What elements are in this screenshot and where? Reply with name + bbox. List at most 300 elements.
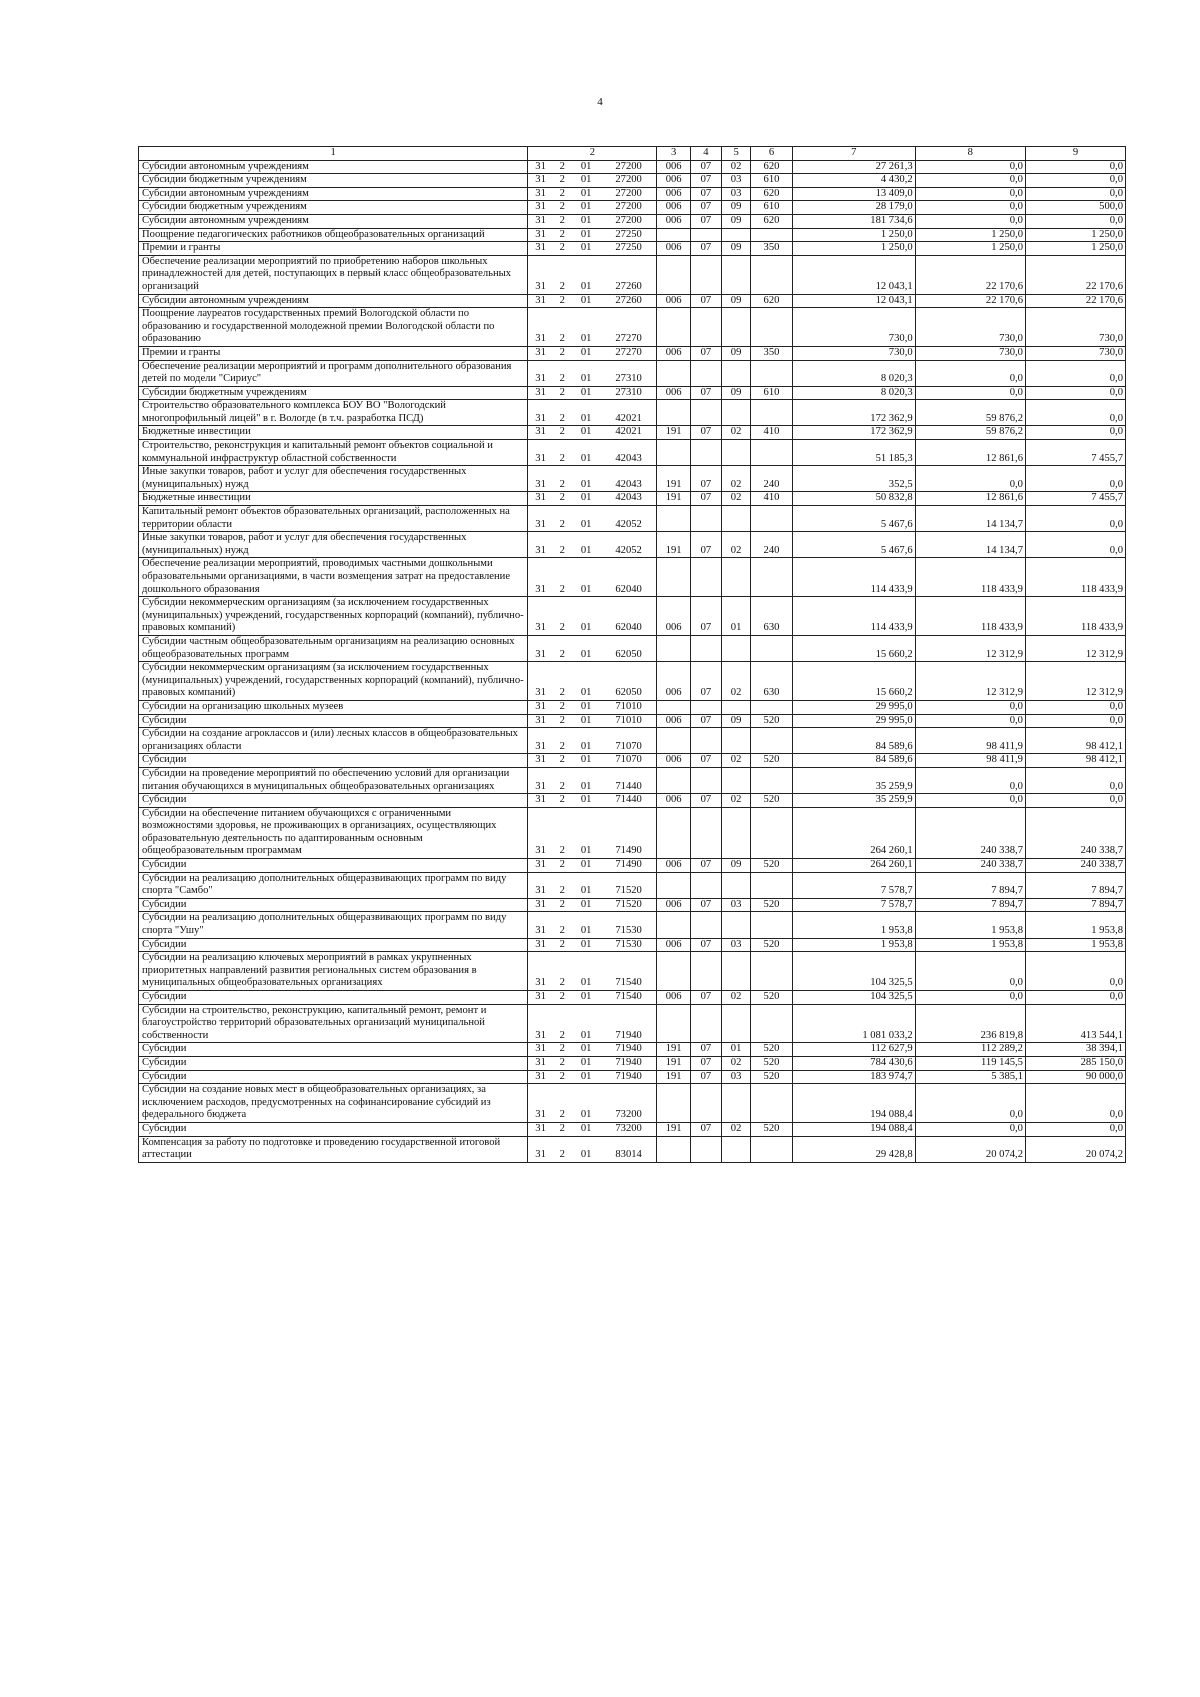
group-code-cell: 01 — [572, 635, 601, 661]
name-cell: Субсидии автономным учреждениям — [139, 160, 528, 174]
expense-type-cell: 410 — [751, 492, 793, 506]
name-cell: Премии и гранты — [139, 242, 528, 256]
name-cell: Субсидии бюджетным учреждениям — [139, 201, 528, 215]
direction-code-cell: 71070 — [601, 754, 657, 768]
expense-type-cell: 610 — [751, 201, 793, 215]
grbs-code-cell — [657, 1084, 690, 1123]
expense-type-cell: 520 — [751, 859, 793, 873]
header-cell: 9 — [1025, 147, 1125, 161]
grbs-code-cell: 006 — [657, 214, 690, 228]
program-code-cell: 31 — [528, 360, 553, 386]
amount-col9-cell: 1 953,8 — [1025, 938, 1125, 952]
amount-col8-cell: 59 876,2 — [915, 426, 1025, 440]
group-code-cell: 01 — [572, 728, 601, 754]
grbs-code-cell: 006 — [657, 597, 690, 636]
expense-type-cell: 520 — [751, 991, 793, 1005]
subsection-code-cell: 03 — [722, 898, 751, 912]
program-code-cell: 31 — [528, 597, 553, 636]
amount-col8-cell: 22 170,6 — [915, 255, 1025, 294]
table-row — [139, 160, 1126, 174]
program-code-cell: 31 — [528, 1084, 553, 1123]
subsection-code-cell: 09 — [722, 201, 751, 215]
section-code-cell — [690, 807, 721, 858]
subprogram-code-cell: 2 — [553, 872, 572, 898]
name-cell: Субсидии бюджетным учреждениям — [139, 386, 528, 400]
name-cell: Субсидии автономным учреждениям — [139, 214, 528, 228]
direction-code-cell: 42043 — [601, 466, 657, 492]
grbs-code-cell: 006 — [657, 201, 690, 215]
subprogram-code-cell: 2 — [553, 1122, 572, 1136]
subsection-code-cell — [722, 872, 751, 898]
amount-col8-cell: 119 145,5 — [915, 1056, 1025, 1070]
amount-col8-cell: 0,0 — [915, 1122, 1025, 1136]
program-code-cell: 31 — [528, 255, 553, 294]
direction-code-cell: 71070 — [601, 728, 657, 754]
grbs-code-cell: 006 — [657, 160, 690, 174]
amount-col7-cell: 1 953,8 — [792, 938, 915, 952]
subprogram-code-cell: 2 — [553, 794, 572, 808]
subsection-code-cell — [722, 767, 751, 793]
subprogram-code-cell: 2 — [553, 807, 572, 858]
subsection-code-cell — [722, 1136, 751, 1162]
subprogram-code-cell: 2 — [553, 558, 572, 597]
section-code-cell: 07 — [690, 859, 721, 873]
group-code-cell: 01 — [572, 426, 601, 440]
direction-code-cell: 42043 — [601, 440, 657, 466]
amount-col8-cell: 7 894,7 — [915, 872, 1025, 898]
direction-code-cell: 27200 — [601, 187, 657, 201]
expense-type-cell: 240 — [751, 532, 793, 558]
subsection-code-cell — [722, 700, 751, 714]
grbs-code-cell — [657, 952, 690, 991]
grbs-code-cell — [657, 308, 690, 347]
table-row — [139, 558, 1126, 597]
amount-col7-cell: 730,0 — [792, 346, 915, 360]
program-code-cell: 31 — [528, 952, 553, 991]
program-code-cell: 31 — [528, 1070, 553, 1084]
name-cell: Обеспечение реализации мероприятий по приобретению наборов школьных принадлежностей для детей, поступающих в первый класс общеобразовательных организаций — [139, 255, 528, 294]
amount-col7-cell: 1 250,0 — [792, 242, 915, 256]
amount-col7-cell: 35 259,9 — [792, 794, 915, 808]
program-code-cell: 31 — [528, 1043, 553, 1057]
amount-col9-cell: 240 338,7 — [1025, 859, 1125, 873]
subprogram-code-cell: 2 — [553, 898, 572, 912]
name-cell: Бюджетные инвестиции — [139, 492, 528, 506]
amount-col9-cell: 0,0 — [1025, 991, 1125, 1005]
expense-type-cell: 520 — [751, 794, 793, 808]
amount-col9-cell: 0,0 — [1025, 386, 1125, 400]
amount-col9-cell: 7 455,7 — [1025, 440, 1125, 466]
subprogram-code-cell: 2 — [553, 991, 572, 1005]
subsection-code-cell — [722, 558, 751, 597]
direction-code-cell: 71440 — [601, 794, 657, 808]
group-code-cell: 01 — [572, 201, 601, 215]
amount-col7-cell: 28 179,0 — [792, 201, 915, 215]
amount-col8-cell: 118 433,9 — [915, 558, 1025, 597]
amount-col9-cell: 285 150,0 — [1025, 1056, 1125, 1070]
name-cell: Иные закупки товаров, работ и услуг для обеспечения государственных (муниципальных) нужд — [139, 466, 528, 492]
subsection-code-cell — [722, 952, 751, 991]
subsection-code-cell: 03 — [722, 938, 751, 952]
section-code-cell — [690, 952, 721, 991]
group-code-cell: 01 — [572, 898, 601, 912]
subsection-code-cell: 02 — [722, 160, 751, 174]
section-code-cell: 07 — [690, 346, 721, 360]
subprogram-code-cell: 2 — [553, 859, 572, 873]
header-cell: 3 — [657, 147, 690, 161]
expense-type-cell: 520 — [751, 714, 793, 728]
amount-col9-cell: 0,0 — [1025, 1084, 1125, 1123]
grbs-code-cell: 006 — [657, 174, 690, 188]
grbs-code-cell — [657, 1004, 690, 1043]
amount-col7-cell: 181 734,6 — [792, 214, 915, 228]
grbs-code-cell: 006 — [657, 898, 690, 912]
direction-code-cell: 42052 — [601, 532, 657, 558]
amount-col9-cell: 22 170,6 — [1025, 294, 1125, 308]
table-row — [139, 952, 1126, 991]
subprogram-code-cell: 2 — [553, 466, 572, 492]
amount-col7-cell: 13 409,0 — [792, 187, 915, 201]
section-code-cell: 07 — [690, 466, 721, 492]
amount-col8-cell: 12 312,9 — [915, 662, 1025, 701]
group-code-cell: 01 — [572, 872, 601, 898]
section-code-cell — [690, 228, 721, 242]
program-code-cell: 31 — [528, 174, 553, 188]
grbs-code-cell: 006 — [657, 859, 690, 873]
program-code-cell: 31 — [528, 532, 553, 558]
subprogram-code-cell: 2 — [553, 1056, 572, 1070]
group-code-cell: 01 — [572, 228, 601, 242]
section-code-cell: 07 — [690, 1122, 721, 1136]
grbs-code-cell — [657, 912, 690, 938]
subsection-code-cell: 09 — [722, 294, 751, 308]
amount-col9-cell: 0,0 — [1025, 426, 1125, 440]
program-code-cell: 31 — [528, 938, 553, 952]
table-row — [139, 991, 1126, 1005]
subsection-code-cell — [722, 912, 751, 938]
program-code-cell: 31 — [528, 794, 553, 808]
direction-code-cell: 71940 — [601, 1043, 657, 1057]
section-code-cell — [690, 255, 721, 294]
expense-type-cell — [751, 308, 793, 347]
grbs-code-cell — [657, 400, 690, 426]
group-code-cell: 01 — [572, 754, 601, 768]
amount-col7-cell: 8 020,3 — [792, 386, 915, 400]
program-code-cell: 31 — [528, 558, 553, 597]
name-cell: Субсидии — [139, 938, 528, 952]
amount-col8-cell: 0,0 — [915, 187, 1025, 201]
amount-col7-cell: 4 430,2 — [792, 174, 915, 188]
page-number: 4 — [597, 96, 603, 108]
subsection-code-cell — [722, 1084, 751, 1123]
amount-col9-cell: 90 000,0 — [1025, 1070, 1125, 1084]
expense-type-cell — [751, 255, 793, 294]
name-cell: Субсидии на реализацию дополнительных общеразвивающих программ по виду спорта "Самбо" — [139, 872, 528, 898]
header-cell: 7 — [792, 147, 915, 161]
group-code-cell: 01 — [572, 308, 601, 347]
table-row — [139, 346, 1126, 360]
table-row — [139, 228, 1126, 242]
amount-col8-cell: 118 433,9 — [915, 597, 1025, 636]
amount-col8-cell: 0,0 — [915, 466, 1025, 492]
table-row — [139, 898, 1126, 912]
grbs-code-cell — [657, 255, 690, 294]
amount-col7-cell: 27 261,3 — [792, 160, 915, 174]
section-code-cell: 07 — [690, 242, 721, 256]
amount-col7-cell: 51 185,3 — [792, 440, 915, 466]
name-cell: Субсидии на реализацию ключевых мероприятий в рамках укрупненных приоритетных направлений развития региональных систем образования в муниципальных общеобразовательных организациях — [139, 952, 528, 991]
group-code-cell: 01 — [572, 597, 601, 636]
subsection-code-cell — [722, 360, 751, 386]
subprogram-code-cell: 2 — [553, 386, 572, 400]
amount-col9-cell: 1 250,0 — [1025, 228, 1125, 242]
amount-col9-cell: 0,0 — [1025, 506, 1125, 532]
subprogram-code-cell: 2 — [553, 400, 572, 426]
direction-code-cell: 27200 — [601, 174, 657, 188]
grbs-code-cell: 006 — [657, 794, 690, 808]
name-cell: Субсидии — [139, 1122, 528, 1136]
group-code-cell: 01 — [572, 859, 601, 873]
amount-col7-cell: 114 433,9 — [792, 558, 915, 597]
grbs-code-cell: 006 — [657, 754, 690, 768]
expense-type-cell: 610 — [751, 386, 793, 400]
amount-col8-cell: 0,0 — [915, 201, 1025, 215]
amount-col7-cell: 1 081 033,2 — [792, 1004, 915, 1043]
amount-col7-cell: 12 043,1 — [792, 255, 915, 294]
group-code-cell: 01 — [572, 174, 601, 188]
subsection-code-cell: 02 — [722, 754, 751, 768]
subsection-code-cell: 02 — [722, 662, 751, 701]
amount-col8-cell: 112 289,2 — [915, 1043, 1025, 1057]
amount-col9-cell: 0,0 — [1025, 187, 1125, 201]
group-code-cell: 01 — [572, 242, 601, 256]
amount-col7-cell: 112 627,9 — [792, 1043, 915, 1057]
amount-col8-cell: 20 074,2 — [915, 1136, 1025, 1162]
direction-code-cell: 71940 — [601, 1056, 657, 1070]
name-cell: Субсидии — [139, 1056, 528, 1070]
expense-type-cell: 350 — [751, 242, 793, 256]
table-row — [139, 308, 1126, 347]
section-code-cell: 07 — [690, 187, 721, 201]
amount-col7-cell: 15 660,2 — [792, 662, 915, 701]
program-code-cell: 31 — [528, 201, 553, 215]
section-code-cell — [690, 1004, 721, 1043]
table-row — [139, 912, 1126, 938]
group-code-cell: 01 — [572, 466, 601, 492]
grbs-code-cell: 006 — [657, 714, 690, 728]
grbs-code-cell — [657, 767, 690, 793]
section-code-cell — [690, 728, 721, 754]
expense-type-cell — [751, 558, 793, 597]
table-row — [139, 872, 1126, 898]
program-code-cell: 31 — [528, 754, 553, 768]
amount-col9-cell: 20 074,2 — [1025, 1136, 1125, 1162]
name-cell: Субсидии на проведение мероприятий по обеспечению условий для организации питания обучающихся в муниципальных общеобразовательных организациях — [139, 767, 528, 793]
expense-type-cell — [751, 1004, 793, 1043]
table-row — [139, 1070, 1126, 1084]
amount-col9-cell: 12 312,9 — [1025, 662, 1125, 701]
table-row — [139, 1043, 1126, 1057]
budget-table — [138, 146, 1126, 1163]
amount-col8-cell: 0,0 — [915, 174, 1025, 188]
grbs-code-cell: 191 — [657, 532, 690, 558]
name-cell: Бюджетные инвестиции — [139, 426, 528, 440]
grbs-code-cell — [657, 506, 690, 532]
name-cell: Субсидии на строительство, реконструкцию, капитальный ремонт, ремонт и благоустройство территорий образовательных организаций муниципальной собственности — [139, 1004, 528, 1043]
amount-col9-cell: 7 455,7 — [1025, 492, 1125, 506]
group-code-cell: 01 — [572, 1136, 601, 1162]
amount-col8-cell: 730,0 — [915, 308, 1025, 347]
amount-col9-cell: 0,0 — [1025, 794, 1125, 808]
subsection-code-cell — [722, 440, 751, 466]
header-cell: 8 — [915, 147, 1025, 161]
table-row — [139, 807, 1126, 858]
amount-col9-cell: 0,0 — [1025, 767, 1125, 793]
subsection-code-cell — [722, 807, 751, 858]
grbs-code-cell — [657, 728, 690, 754]
expense-type-cell: 620 — [751, 294, 793, 308]
amount-col7-cell: 15 660,2 — [792, 635, 915, 661]
direction-code-cell: 27270 — [601, 308, 657, 347]
name-cell: Субсидии — [139, 754, 528, 768]
expense-type-cell — [751, 506, 793, 532]
expense-type-cell — [751, 440, 793, 466]
amount-col7-cell: 7 578,7 — [792, 898, 915, 912]
amount-col8-cell: 1 953,8 — [915, 912, 1025, 938]
section-code-cell: 07 — [690, 426, 721, 440]
amount-col8-cell: 12 861,6 — [915, 440, 1025, 466]
direction-code-cell: 71490 — [601, 807, 657, 858]
program-code-cell: 31 — [528, 466, 553, 492]
amount-col9-cell: 0,0 — [1025, 700, 1125, 714]
subsection-code-cell: 01 — [722, 597, 751, 636]
subprogram-code-cell: 2 — [553, 1070, 572, 1084]
amount-col7-cell: 104 325,5 — [792, 952, 915, 991]
group-code-cell: 01 — [572, 1056, 601, 1070]
group-code-cell: 01 — [572, 187, 601, 201]
subprogram-code-cell: 2 — [553, 228, 572, 242]
table-row — [139, 174, 1126, 188]
program-code-cell: 31 — [528, 242, 553, 256]
program-code-cell: 31 — [528, 1004, 553, 1043]
amount-col8-cell: 0,0 — [915, 214, 1025, 228]
grbs-code-cell — [657, 558, 690, 597]
amount-col8-cell: 1 250,0 — [915, 228, 1025, 242]
amount-col7-cell: 352,5 — [792, 466, 915, 492]
grbs-code-cell: 191 — [657, 1122, 690, 1136]
header-cell: 6 — [751, 147, 793, 161]
amount-col8-cell: 1 953,8 — [915, 938, 1025, 952]
table-row — [139, 714, 1126, 728]
section-code-cell — [690, 767, 721, 793]
subprogram-code-cell: 2 — [553, 360, 572, 386]
group-code-cell: 01 — [572, 160, 601, 174]
group-code-cell: 01 — [572, 938, 601, 952]
grbs-code-cell: 191 — [657, 1056, 690, 1070]
amount-col8-cell: 0,0 — [915, 714, 1025, 728]
amount-col9-cell: 118 433,9 — [1025, 558, 1125, 597]
expense-type-cell: 520 — [751, 1122, 793, 1136]
table-row — [139, 635, 1126, 661]
amount-col9-cell: 0,0 — [1025, 952, 1125, 991]
section-code-cell: 07 — [690, 794, 721, 808]
table-row — [139, 201, 1126, 215]
direction-code-cell: 42021 — [601, 400, 657, 426]
direction-code-cell: 71540 — [601, 952, 657, 991]
header-cell: 4 — [690, 147, 721, 161]
amount-col7-cell: 183 974,7 — [792, 1070, 915, 1084]
subsection-code-cell: 09 — [722, 242, 751, 256]
table-row — [139, 294, 1126, 308]
table-row — [139, 1084, 1126, 1123]
header-cell: 5 — [722, 147, 751, 161]
program-code-cell: 31 — [528, 635, 553, 661]
section-code-cell: 07 — [690, 160, 721, 174]
table-row — [139, 700, 1126, 714]
section-code-cell: 07 — [690, 662, 721, 701]
subsection-code-cell: 03 — [722, 187, 751, 201]
subprogram-code-cell: 2 — [553, 912, 572, 938]
expense-type-cell — [751, 807, 793, 858]
amount-col7-cell: 104 325,5 — [792, 991, 915, 1005]
program-code-cell: 31 — [528, 1056, 553, 1070]
subsection-code-cell: 02 — [722, 492, 751, 506]
section-code-cell — [690, 912, 721, 938]
section-code-cell: 07 — [690, 201, 721, 215]
subsection-code-cell: 01 — [722, 1043, 751, 1057]
name-cell: Строительство, реконструкция и капитальный ремонт объектов социальной и коммунальной инфраструктур областной собственности — [139, 440, 528, 466]
program-code-cell: 31 — [528, 872, 553, 898]
table-row — [139, 662, 1126, 701]
table-row — [139, 440, 1126, 466]
group-code-cell: 01 — [572, 1084, 601, 1123]
table-row — [139, 794, 1126, 808]
name-cell: Субсидии на организацию школьных музеев — [139, 700, 528, 714]
amount-col7-cell: 194 088,4 — [792, 1122, 915, 1136]
subsection-code-cell — [722, 308, 751, 347]
direction-code-cell: 27200 — [601, 160, 657, 174]
table-row — [139, 728, 1126, 754]
expense-type-cell: 240 — [751, 466, 793, 492]
table-row — [139, 532, 1126, 558]
amount-col8-cell: 730,0 — [915, 346, 1025, 360]
grbs-code-cell: 006 — [657, 386, 690, 400]
name-cell: Субсидии некоммерческим организациям (за исключением государственных (муниципальных) учреждений, государственных корпораций (компаний), публично-правовых компаний) — [139, 597, 528, 636]
program-code-cell: 31 — [528, 228, 553, 242]
amount-col9-cell: 240 338,7 — [1025, 807, 1125, 858]
group-code-cell: 01 — [572, 794, 601, 808]
grbs-code-cell: 191 — [657, 492, 690, 506]
table-row — [139, 386, 1126, 400]
amount-col9-cell: 22 170,6 — [1025, 255, 1125, 294]
name-cell: Субсидии бюджетным учреждениям — [139, 174, 528, 188]
name-cell: Субсидии — [139, 714, 528, 728]
name-cell: Субсидии автономным учреждениям — [139, 294, 528, 308]
group-code-cell: 01 — [572, 700, 601, 714]
amount-col7-cell: 29 995,0 — [792, 714, 915, 728]
amount-col7-cell: 8 020,3 — [792, 360, 915, 386]
grbs-code-cell — [657, 635, 690, 661]
direction-code-cell: 62050 — [601, 662, 657, 701]
amount-col7-cell: 7 578,7 — [792, 872, 915, 898]
group-code-cell: 01 — [572, 952, 601, 991]
amount-col8-cell: 0,0 — [915, 767, 1025, 793]
subprogram-code-cell: 2 — [553, 174, 572, 188]
amount-col8-cell: 22 170,6 — [915, 294, 1025, 308]
subsection-code-cell — [722, 635, 751, 661]
table-row — [139, 360, 1126, 386]
subprogram-code-cell: 2 — [553, 346, 572, 360]
